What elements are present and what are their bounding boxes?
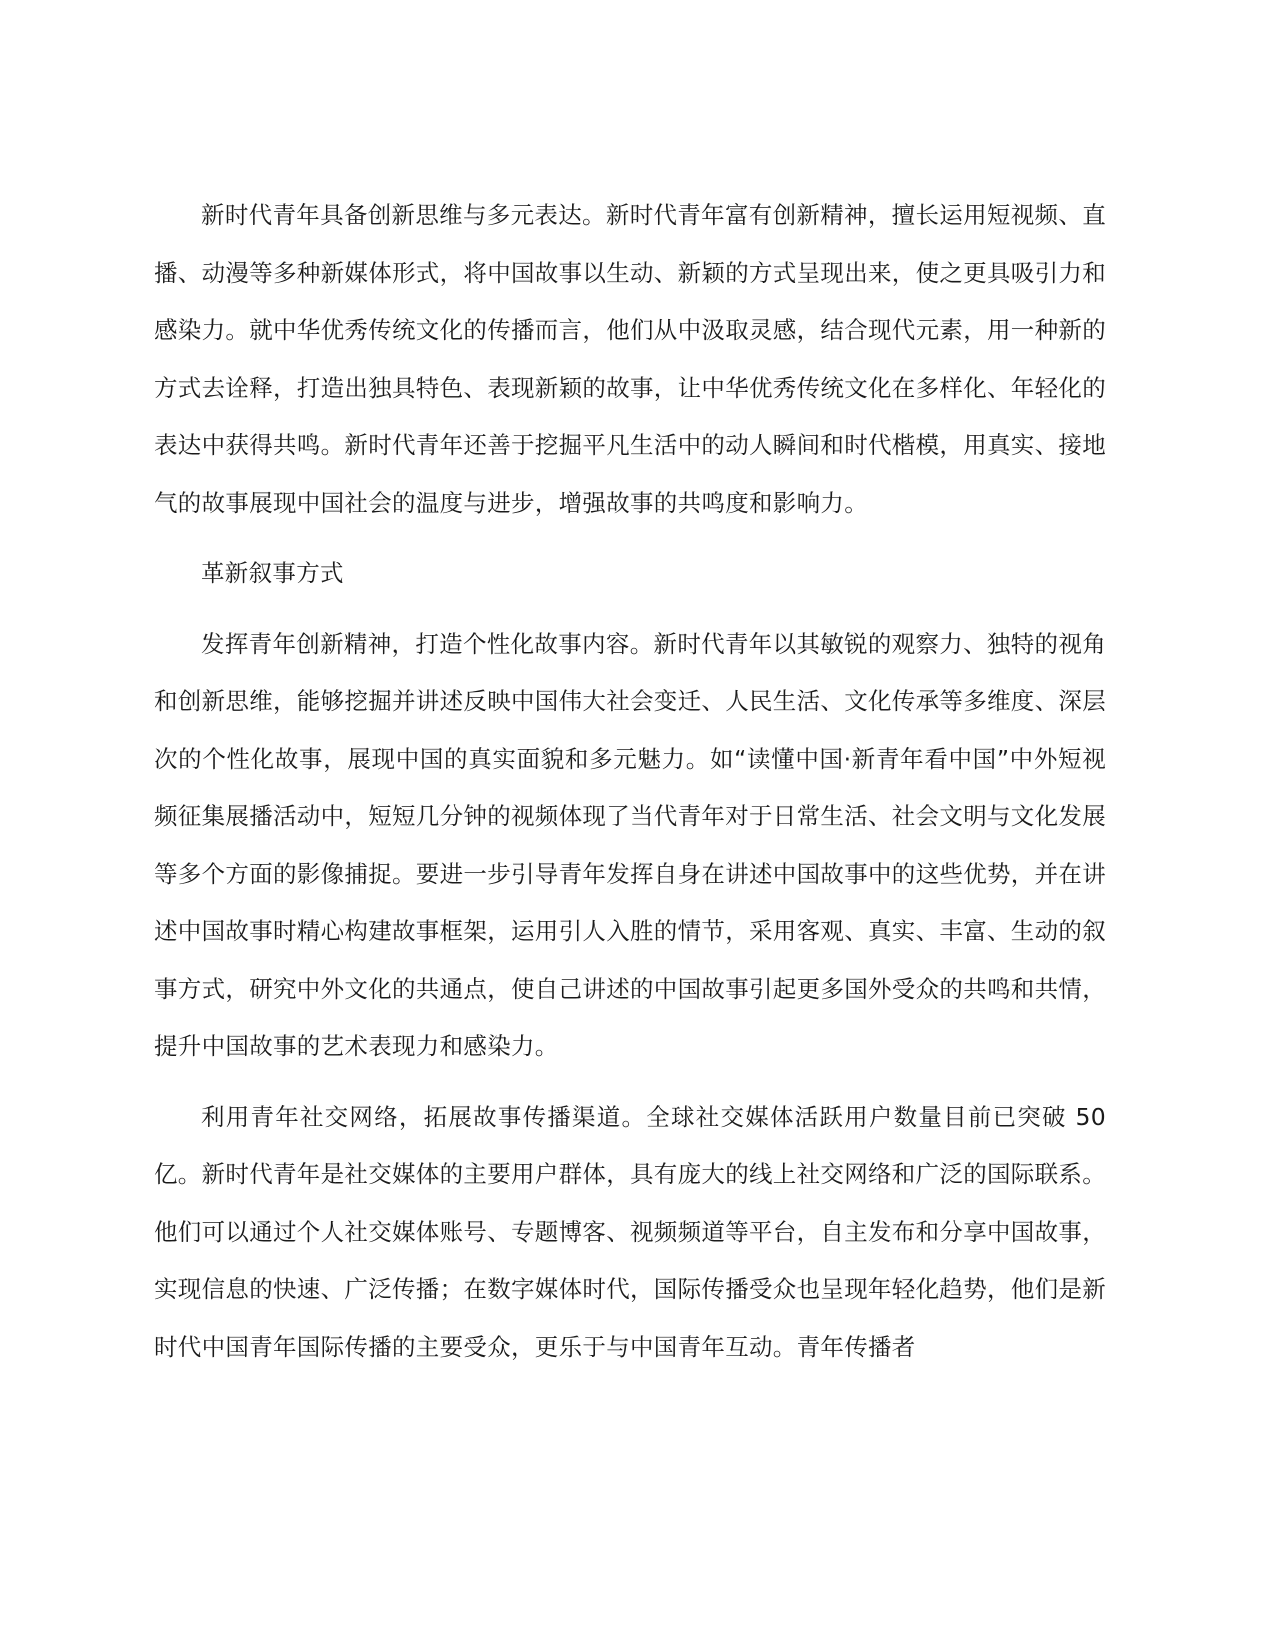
paragraph-personalized-stories: 发挥青年创新精神，打造个性化故事内容。新时代青年以其敏锐的观察力、独特的视角和创新思维，能够挖掘并讲述反映中国伟大社会变迁、人民生活、文化传承等多维度、深层次的个性化故事，展现中国的真实面貌和多元魅力。如“读懂中国·新青年看中国”中外短视频征集展播活动中，短短几分钟的视频体现了当代青年对于日常生活、社会文明与文化发展等多个方面的影像捕捉。要进一步引导青年发挥自身在讲述中国故事中的这些优势，并在讲述中国故事时精心构建故事框架，运用引人入胜的情节，采用客观、真实、丰富、生动的叙事方式，研究中外文化的共通点，使自己讲述的中国故事引起更多国外受众的共鸣和共情，提升中国故事的艺术表现力和感染力。 [154, 629, 1106, 1060]
section-heading-narrative: 革新叙事方式 [201, 559, 344, 587]
paragraph-social-networks: 利用青年社交网络，拓展故事传播渠道。全球社交媒体活跃用户数量目前已突破 50 亿。新时代青年是社交媒体的主要用户群体，具有庞大的线上社交网络和广泛的国际联系。他们可以通过个人社交媒体账号、专题博客、视频频道等平台，自主发布和分享中国故事，实现信息的快速、广泛传播；在数字媒体时代，国际传播受众也呈现年轻化趋势，他们是新时代中国青年国际传播的主要受众，更乐于与中国青年互动。青年传播者 [154, 1102, 1106, 1361]
paragraph-innovative-thinking: 新时代青年具备创新思维与多元表达。新时代青年富有创新精神，擅长运用短视频、直播、动漫等多种新媒体形式，将中国故事以生动、新颖的方式呈现出来，使之更具吸引力和感染力。就中华优秀传统文化的传播而言，他们从中汲取灵感，结合现代元素，用一种新的方式去诠释，打造出独具特色、表现新颖的故事，让中华优秀传统文化在多样化、年轻化的表达中获得共鸣。新时代青年还善于挖掘平凡生活中的动人瞬间和时代楷模，用真实、接地气的故事展现中国社会的温度与进步，增强故事的共鸣度和影响力。 [154, 201, 1106, 517]
document-body [154, 187, 1106, 1389]
